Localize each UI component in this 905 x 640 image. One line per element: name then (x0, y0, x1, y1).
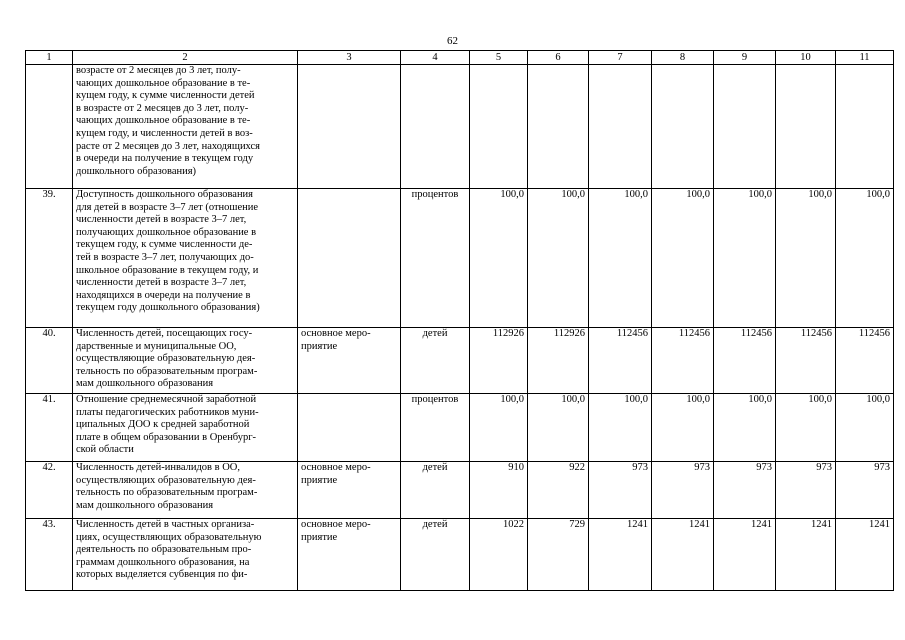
indicator-name-line: возрасте от 2 месяцев до 3 лет, полу- (76, 65, 241, 76)
column-header: 4 (401, 51, 470, 65)
indicator-name-line: дошкольного образования) (76, 165, 197, 177)
event-type-line: основное меро- (301, 328, 371, 339)
unit-of-measure: детей (401, 328, 470, 394)
value-cell: 100,0 (652, 189, 714, 328)
event-type (298, 189, 401, 328)
column-header: 8 (652, 51, 714, 65)
indicator-name (73, 462, 298, 519)
value-cell (776, 65, 836, 189)
value-cell: 100,0 (836, 394, 894, 462)
event-type (298, 65, 401, 189)
value-cell: 112456 (652, 328, 714, 394)
indicator-name-line: осуществляющих образовательную дея- (76, 474, 256, 486)
event-type (298, 328, 401, 394)
indicator-name-line: численности детей в возрасте 3–7 лет, (76, 277, 247, 289)
indicator-name-line: тей в возрасте 3–7 лет, получающих до- (76, 251, 254, 263)
value-cell (470, 65, 528, 189)
indicator-name (73, 328, 298, 394)
value-cell: 1241 (652, 519, 714, 591)
table-row (26, 65, 894, 189)
event-type-line: основное меро- (301, 519, 371, 530)
value-cell: 100,0 (528, 394, 589, 462)
table-row (26, 328, 894, 394)
event-type (298, 462, 401, 519)
column-header: 7 (589, 51, 652, 65)
indicator-name-line: деятельность по образовательным про- (76, 544, 252, 556)
indicator-name-line: плате в общем образовании в Оренбург- (76, 431, 257, 443)
column-header: 1 (26, 51, 73, 65)
value-cell: 100,0 (589, 189, 652, 328)
value-cell: 1241 (589, 519, 652, 591)
page-number: 62 (447, 35, 458, 47)
value-cell: 1241 (776, 519, 836, 591)
indicator-name-line: в возрасте от 2 месяцев до 3 лет, полу- (76, 102, 249, 114)
indicator-name-line: Доступность дошкольного образования (76, 189, 254, 200)
value-cell: 922 (528, 462, 589, 519)
value-cell: 973 (776, 462, 836, 519)
indicator-name-line: мам дошкольного образования (76, 499, 214, 511)
column-header: 5 (470, 51, 528, 65)
value-cell: 100,0 (652, 394, 714, 462)
indicator-name-line: численности детей в возрасте 3–7 лет, (76, 214, 247, 226)
column-header: 9 (714, 51, 776, 65)
column-header: 10 (776, 51, 836, 65)
indicator-name-line: Отношение среднемесячной заработной (76, 394, 257, 405)
indicator-name-line: тельность по образовательным програм- (76, 487, 258, 499)
value-cell: 1241 (714, 519, 776, 591)
value-cell (589, 65, 652, 189)
indicator-name-line: платы педагогических работников муни- (76, 406, 259, 418)
value-cell: 973 (714, 462, 776, 519)
value-cell: 112926 (470, 328, 528, 394)
row-number: 40. (26, 328, 73, 394)
value-cell: 973 (652, 462, 714, 519)
indicator-name-line: расте от 2 месяцев до 3 лет, находящихся (76, 140, 260, 152)
indicator-name (73, 65, 298, 189)
indicator-name-line: получающих дошкольное образование в (76, 226, 257, 238)
indicator-name (73, 394, 298, 462)
table-row (26, 394, 894, 462)
indicator-name-line: кущем году, и численности детей в воз- (76, 127, 253, 139)
indicator-name-line: которых выделяется субвенция по фи- (76, 569, 248, 581)
value-cell (714, 65, 776, 189)
indicator-name-line: находящихся в очереди на получение в (76, 289, 251, 301)
indicator-name-line: в очереди на получение в текущем году (76, 153, 254, 165)
value-cell: 729 (528, 519, 589, 591)
indicator-name (73, 519, 298, 591)
indicator-name-line: циях, осуществляющих образовательную (76, 531, 262, 543)
value-cell: 112456 (776, 328, 836, 394)
row-number: 42. (26, 462, 73, 519)
row-number: 39. (26, 189, 73, 328)
event-type-line: основное меро- (301, 462, 371, 473)
value-cell: 100,0 (470, 394, 528, 462)
indicator-name-line: чающих дошкольное образование в те- (76, 115, 251, 127)
value-cell: 1022 (470, 519, 528, 591)
value-cell: 112926 (528, 328, 589, 394)
row-number: 41. (26, 394, 73, 462)
value-cell: 1241 (836, 519, 894, 591)
indicator-name (73, 189, 298, 328)
indicator-name-line: Численность детей в частных организа- (76, 519, 255, 530)
row-number: 43. (26, 519, 73, 591)
value-cell: 112456 (714, 328, 776, 394)
event-type (298, 519, 401, 591)
value-cell: 112456 (836, 328, 894, 394)
value-cell: 910 (470, 462, 528, 519)
indicator-name-line: школьное образование в текущем году, и (76, 264, 259, 276)
row-number (26, 65, 73, 189)
indicator-name-line: мам дошкольного образования (76, 378, 214, 390)
column-header: 3 (298, 51, 401, 65)
indicator-name-line: для детей в возрасте 3–7 лет (отношение (76, 201, 259, 213)
value-cell (652, 65, 714, 189)
indicator-name-line: граммам дошкольного образования, на (76, 556, 250, 568)
table-row (26, 189, 894, 328)
value-cell: 973 (836, 462, 894, 519)
unit-of-measure: детей (401, 519, 470, 591)
column-header-row (26, 51, 894, 65)
indicator-name-line: текущем году дошкольного образования) (76, 302, 260, 314)
event-type (298, 394, 401, 462)
value-cell: 100,0 (528, 189, 589, 328)
unit-of-measure: процентов (401, 394, 470, 462)
value-cell: 100,0 (836, 189, 894, 328)
value-cell (836, 65, 894, 189)
unit-of-measure: детей (401, 462, 470, 519)
value-cell: 112456 (589, 328, 652, 394)
value-cell: 100,0 (714, 189, 776, 328)
indicator-name-line: ской области (76, 444, 134, 456)
indicator-name-line: чающих дошкольное образование в те- (76, 77, 251, 89)
indicator-name-line: кущем году, к сумме численности детей (76, 90, 255, 102)
column-header: 11 (836, 51, 894, 65)
indicators-table (25, 50, 894, 591)
table-row (26, 519, 894, 591)
value-cell: 100,0 (776, 189, 836, 328)
value-cell: 100,0 (714, 394, 776, 462)
indicator-name-line: дарственные и муниципальные ОО, (76, 340, 237, 352)
value-cell: 100,0 (589, 394, 652, 462)
indicator-name-line: Численность детей-инвалидов в ОО, (76, 462, 241, 473)
event-type-line: приятие (301, 474, 338, 486)
column-header: 2 (73, 51, 298, 65)
value-cell (528, 65, 589, 189)
value-cell: 100,0 (470, 189, 528, 328)
event-type-line: приятие (301, 340, 338, 352)
indicator-name-line: текущем году, к сумме численности де- (76, 239, 253, 251)
table-row (26, 462, 894, 519)
indicator-name-line: ципальных ДОО к средней заработной (76, 419, 250, 431)
indicator-name-line: осуществляющие образовательную дея- (76, 353, 256, 365)
value-cell: 973 (589, 462, 652, 519)
column-header: 6 (528, 51, 589, 65)
unit-of-measure (401, 65, 470, 189)
value-cell: 100,0 (776, 394, 836, 462)
event-type-line: приятие (301, 531, 338, 543)
unit-of-measure: процентов (401, 189, 470, 328)
indicator-name-line: Численность детей, посещающих госу- (76, 328, 253, 339)
indicator-name-line: тельность по образовательным програм- (76, 365, 258, 377)
